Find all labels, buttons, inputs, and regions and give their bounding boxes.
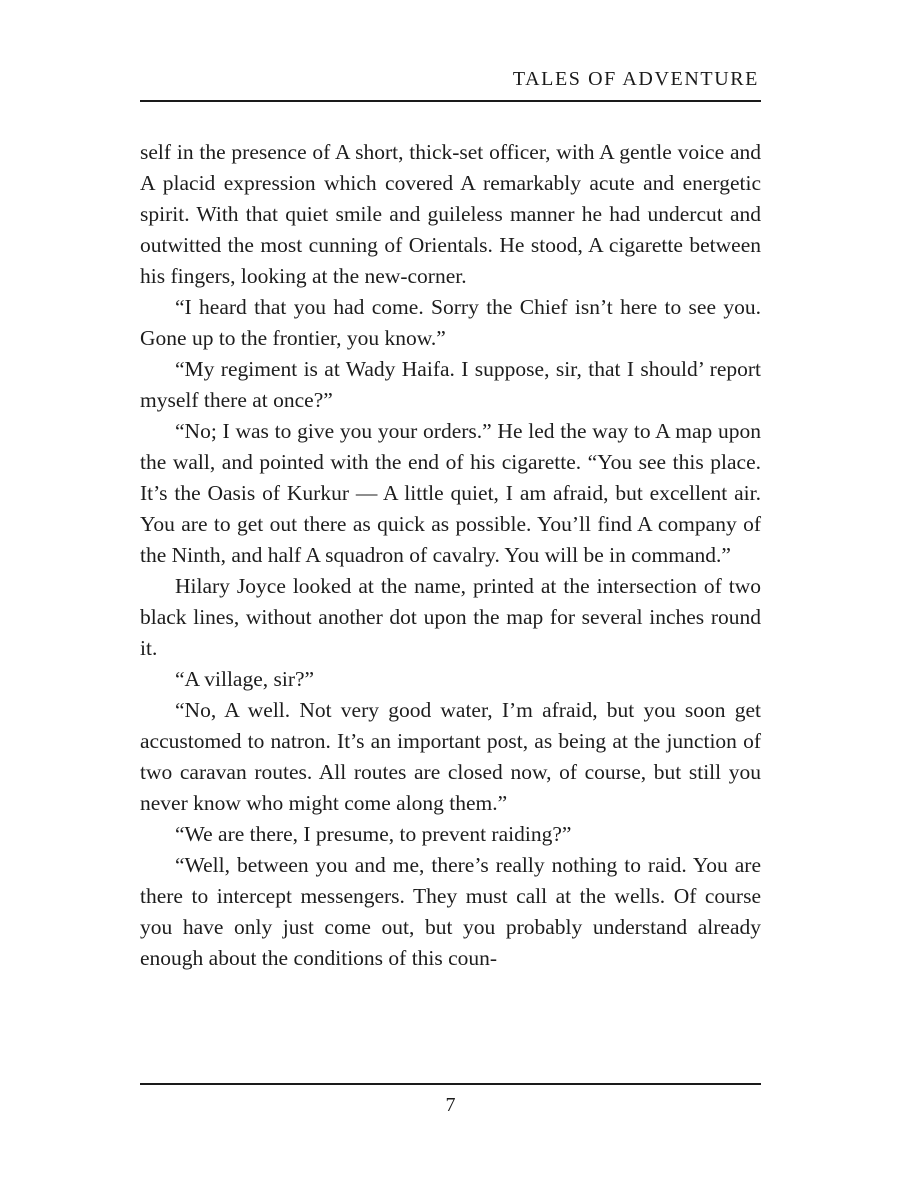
paragraph: “No; I was to give you your orders.” He led the way to A map upon the wall, and pointed with the end of his cigarette. “You see this place. It’s the Oasis of Kurkur — A little quiet, I am afraid, but excellent air. You are to get out there as quick as possible. You’ll find A company of the Ninth, and half A squadron of cavalry. You will be in command.” — [140, 419, 761, 567]
paragraph: “I heard that you had come. Sorry the Chief isn’t here to see you. Gone up to the frontier, you know.” — [140, 295, 761, 350]
paragraph: “Well, between you and me, there’s really nothing to raid. You are there to intercept messengers. They must call at the wells. Of course you have only just come out, but you probably understand already enough about the conditions of this coun- — [140, 853, 761, 970]
paragraph: self in the presence of A short, thick-set officer, with A gentle voice and A placid expression which covered A remarkably acute and energetic spirit. With that quiet smile and guileless manner he had undercut and outwitted the most cunning of Orientals. He stood, A cigarette between his fingers, looking at the new-corner. — [140, 140, 761, 288]
paragraph: “We are there, I presume, to prevent raiding?” — [175, 822, 572, 846]
running-head-title: TALES OF ADVENTURE — [512, 68, 759, 90]
page-header — [140, 68, 761, 102]
paragraph: “A village, sir?” — [175, 667, 315, 691]
page-body-text — [140, 137, 761, 974]
paragraph: “My regiment is at Wady Haifa. I suppose, sir, that I should’ report myself there at once?” — [140, 357, 761, 412]
paragraph: Hilary Joyce looked at the name, printed at the intersection of two black lines, without another dot upon the map for several inches round it. — [140, 574, 761, 660]
page-number: 7 — [445, 1094, 456, 1116]
page-footer — [140, 1083, 761, 1117]
paragraph: “No, A well. Not very good water, I’m afraid, but you soon get accustomed to natron. It’s an important post, as being at the junction of two caravan routes. All routes are closed now, of course, but still you never know who might come along them.” — [140, 698, 761, 815]
header-rule — [140, 100, 761, 102]
footer-rule — [140, 1083, 761, 1085]
